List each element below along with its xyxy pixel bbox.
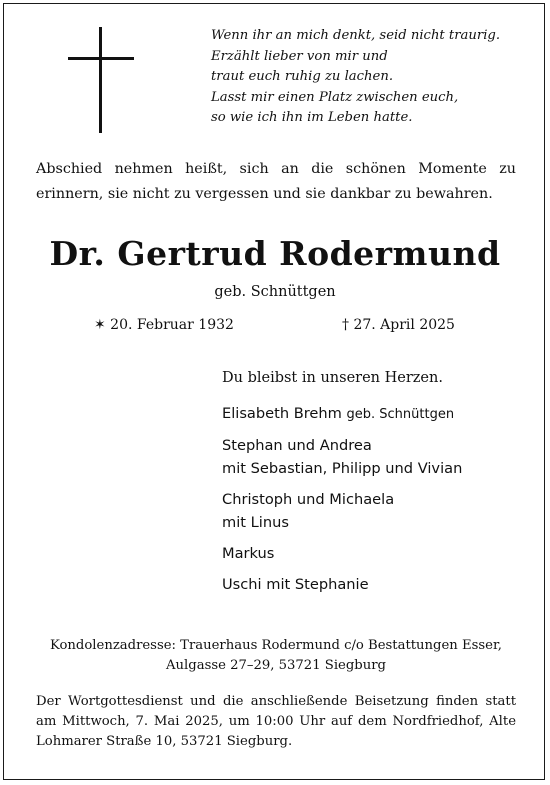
mourner-name: Christoph und Michaela: [222, 491, 395, 508]
birth-date: ✶ 20. Februar 1932: [94, 317, 234, 333]
deceased-name: Dr. Gertrud Rodermund: [49, 234, 501, 273]
mourner-name: Markus: [222, 545, 275, 562]
poem-line: Erzählt lieber von mir und: [211, 48, 388, 64]
condolence-address: [36, 636, 516, 676]
heart-line: Du bleibst in unseren Herzen.: [222, 370, 443, 386]
mourner-name: Stephan und Andrea: [222, 437, 372, 454]
mourner-entry: [222, 542, 542, 565]
mourner-entry: [222, 488, 542, 534]
mourner-maiden-name: geb. Schnüttgen: [346, 407, 455, 422]
poem-line: so wie ich ihn im Leben hatte.: [211, 110, 413, 126]
poem: [211, 26, 531, 129]
cross-icon: [68, 27, 134, 133]
poem-line: Lasst mir einen Platz zwischen euch,: [211, 89, 459, 105]
mourners-list: [222, 402, 542, 604]
maiden-name: geb. Schnüttgen: [214, 284, 336, 300]
mourner-entry: [222, 434, 542, 480]
mourner-name: Uschi mit Stephanie: [222, 576, 369, 593]
death-date: † 27. April 2025: [342, 317, 455, 333]
condolence-line: Aulgasse 27–29, 53721 Siegburg: [166, 658, 386, 673]
mourner-family: mit Sebastian, Philipp und Vivian: [222, 460, 463, 477]
mourner-family: mit Linus: [222, 514, 289, 531]
mourner-entry: [222, 573, 542, 596]
mourner-name: Elisabeth Brehm: [222, 405, 342, 422]
poem-line: Wenn ihr an mich denkt, seid nicht traurig.: [211, 28, 501, 43]
condolence-line: Kondolenzadresse: Trauerhaus Rodermund c/o Bestattungen Esser,: [50, 638, 502, 653]
poem-line: traut euch ruhig zu lachen.: [211, 69, 394, 85]
intro-text: Abschied nehmen heißt, sich an die schönen Momente zu erinnern, sie nicht zu vergessen und sie dankbar zu bewahren.: [36, 161, 516, 202]
mourner-entry: [222, 402, 542, 426]
service-info: Der Wortgottesdienst und die anschließende Beisetzung finden statt am Mittwoch, 7. Mai 2025, um 10:00 Uhr auf dem Nordfriedhof, Alte Lohmarer Straße 10, 53721 Siegburg.: [36, 694, 516, 749]
